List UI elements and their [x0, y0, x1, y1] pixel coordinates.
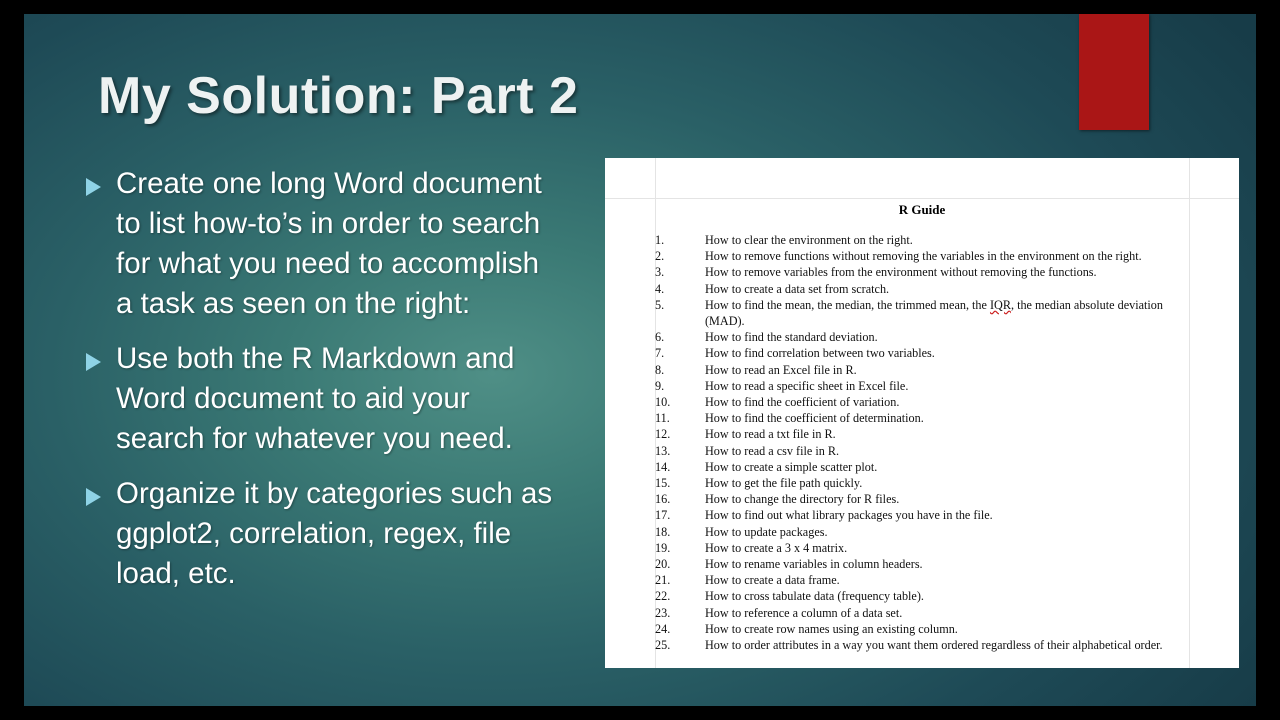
- item-number: 11.: [655, 411, 670, 426]
- triangle-bullet-icon: [86, 178, 101, 196]
- accent-bar: [1079, 14, 1149, 130]
- document-list-item: [605, 378, 1239, 394]
- item-text: How to create a 3 x 4 matrix.: [705, 540, 848, 555]
- item-number: 22.: [655, 589, 671, 604]
- item-text: How to create a simple scatter plot.: [705, 459, 878, 474]
- document-list-item: [605, 507, 1239, 523]
- document-list-item: [605, 410, 1239, 426]
- item-number: 23.: [655, 605, 671, 620]
- document-list: [605, 232, 1239, 653]
- item-text: How to update packages.: [705, 524, 828, 539]
- item-text: How to find correlation between two variables.: [705, 346, 935, 361]
- bullet-text: Use both the R Markdown and Word document to aid your search for whatever you need.: [116, 342, 515, 455]
- bullet-text: Organize it by categories such as ggplot2, correlation, regex, file load, etc.: [116, 477, 553, 590]
- item-text: How to remove functions without removing the variables in the environment on the right.: [705, 249, 1142, 264]
- item-number: 9.: [655, 378, 665, 393]
- item-text: How to reference a column of a data set.: [705, 605, 903, 620]
- slide: [24, 14, 1256, 706]
- item-number: 24.: [655, 621, 671, 636]
- item-text: How to find the mean, the median, the trimmed mean, the IQR, the median absolute deviation (MAD).: [705, 297, 1163, 329]
- triangle-bullet-icon: [86, 353, 101, 371]
- document-title: R Guide: [898, 202, 946, 217]
- item-number: 2.: [655, 249, 665, 264]
- item-text: How to change the directory for R files.: [705, 492, 900, 507]
- item-number: 6.: [655, 330, 665, 345]
- document-list-item: [605, 475, 1239, 491]
- item-number: 18.: [655, 524, 671, 539]
- item-text: How to create a data frame.: [705, 573, 840, 588]
- item-text: How to order attributes in a way you want them ordered regardless of their alphabetical order.: [705, 638, 1163, 653]
- item-number: 15.: [655, 476, 671, 491]
- bullet-text: Create one long Word document to list how-to’s in order to search for what you need to accomplish a task as seen on the right:: [116, 167, 542, 320]
- item-number: 7.: [655, 346, 665, 361]
- document-list-item: [605, 264, 1239, 280]
- item-text: How to find the coefficient of determination.: [705, 411, 924, 426]
- slide-title: My Solution: Part 2: [98, 67, 579, 125]
- document-list-item: [605, 329, 1239, 345]
- document-list-item: [605, 281, 1239, 297]
- document-list-item: [605, 621, 1239, 637]
- document-screenshot: [605, 158, 1239, 668]
- document-list-item: [605, 637, 1239, 653]
- item-text: How to read an Excel file in R.: [705, 362, 857, 377]
- bullet-item: [82, 474, 562, 594]
- document-list-item: [605, 248, 1239, 264]
- document-list-item: [605, 459, 1239, 475]
- item-number: 4.: [655, 281, 665, 296]
- item-number: 17.: [655, 508, 671, 523]
- bullet-list: [82, 164, 562, 609]
- item-text: How to get the file path quickly.: [705, 476, 863, 491]
- item-number: 25.: [655, 638, 671, 653]
- item-number: 8.: [655, 362, 665, 377]
- document-list-item: [605, 524, 1239, 540]
- document-list-item: [605, 443, 1239, 459]
- item-number: 10.: [655, 395, 671, 410]
- document-list-item: [605, 605, 1239, 621]
- page-margin-guide: [605, 198, 1239, 199]
- document-list-item: [605, 232, 1239, 248]
- triangle-bullet-icon: [86, 488, 101, 506]
- item-text: How to find out what library packages you have in the file.: [705, 508, 993, 523]
- document-list-item: [605, 394, 1239, 410]
- document-list-item: [605, 426, 1239, 442]
- document-list-item: [605, 556, 1239, 572]
- item-number: 12.: [655, 427, 671, 442]
- item-text: How to find the standard deviation.: [705, 330, 878, 345]
- item-number: 3.: [655, 265, 665, 280]
- bullet-item: [82, 339, 562, 459]
- item-text: How to remove variables from the environment without removing the functions.: [705, 265, 1097, 280]
- document-list-item: [605, 588, 1239, 604]
- item-text: How to find the coefficient of variation.: [705, 395, 900, 410]
- spellcheck-underline: IQR: [989, 297, 1011, 312]
- item-number: 16.: [655, 492, 671, 507]
- document-list-item: [605, 345, 1239, 361]
- document-list-item: [605, 362, 1239, 378]
- item-number: 13.: [655, 443, 671, 458]
- item-text: How to read a csv file in R.: [705, 443, 840, 458]
- item-number: 1.: [655, 233, 665, 247]
- item-number: 5.: [655, 297, 665, 312]
- item-text: How to rename variables in column headers.: [705, 557, 923, 572]
- item-number: 21.: [655, 573, 671, 588]
- bullet-item: [82, 164, 562, 324]
- item-text: How to create a data set from scratch.: [705, 281, 890, 296]
- item-text: How to cross tabulate data (frequency table).: [705, 589, 924, 604]
- document-list-item: [605, 572, 1239, 588]
- item-number: 14.: [655, 459, 671, 474]
- item-number: 19.: [655, 540, 671, 555]
- item-number: 20.: [655, 557, 671, 572]
- item-text: How to clear the environment on the right.: [705, 233, 913, 247]
- document-list-item: [605, 297, 1239, 329]
- item-text: How to create row names using an existing column.: [705, 621, 958, 636]
- item-text: How to read a txt file in R.: [705, 427, 836, 442]
- document-list-item: [605, 491, 1239, 507]
- item-text: How to read a specific sheet in Excel file.: [705, 378, 909, 393]
- document-list-item: [605, 540, 1239, 556]
